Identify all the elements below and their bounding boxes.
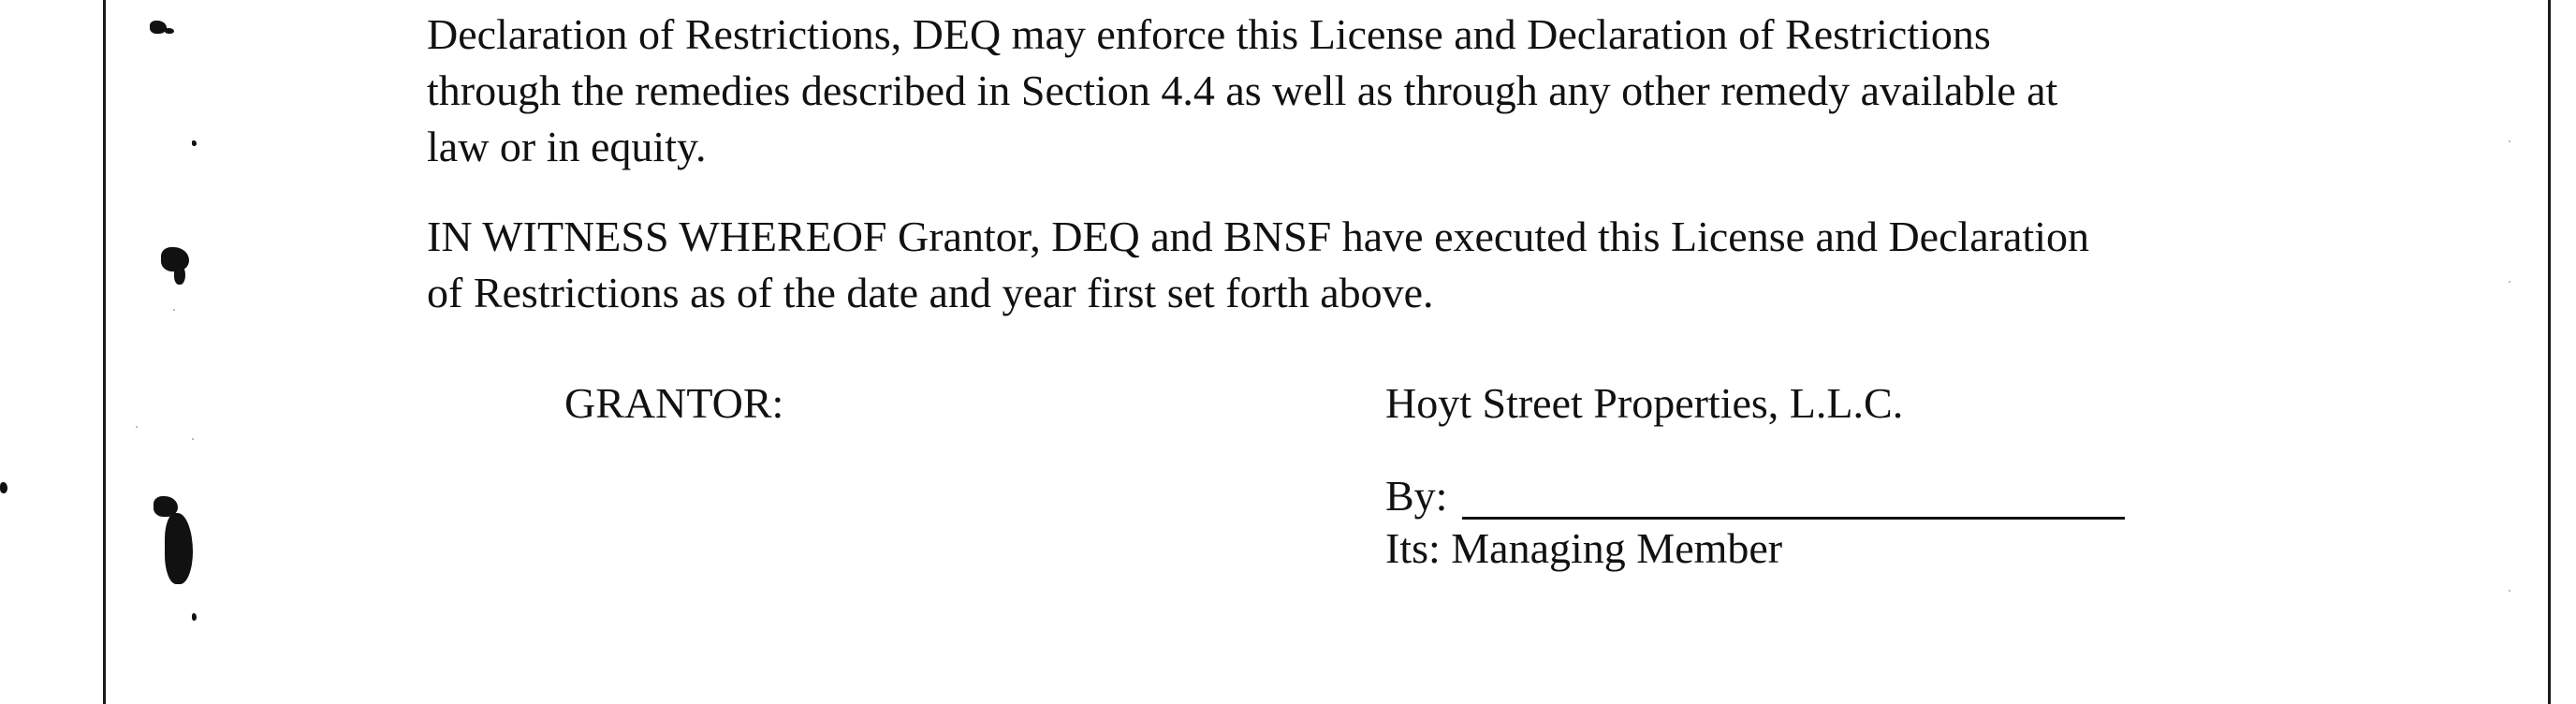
scan-dot: [136, 426, 138, 428]
scan-speck: [0, 482, 7, 493]
right-margin-line: [2548, 0, 2551, 704]
signatory-title: Its: Managing Member: [1385, 524, 1783, 572]
scan-speck: [165, 28, 174, 34]
body-paragraph-1: Declaration of Restrictions, DEQ may enforce this License and Declaration of Restrictions through the remedies described in Section 4.4 as well as through any other remedy available at law or in equity.: [427, 10, 2058, 170]
left-margin-line: [103, 0, 106, 704]
scan-speck: [165, 513, 193, 584]
signature-by-label: By:: [1385, 472, 1448, 520]
scan-dot: [2509, 590, 2510, 592]
scan-speck: [192, 613, 197, 621]
scan-dot: [2509, 140, 2510, 142]
scan-dot: [2509, 281, 2510, 283]
signature-line: [1462, 517, 2125, 520]
grantor-label: GRANTOR:: [564, 379, 784, 427]
scan-dot: [192, 438, 194, 440]
scan-speck: [174, 264, 185, 285]
scan-dot: [173, 309, 175, 311]
scan-speck: [192, 140, 197, 146]
body-paragraph-2: IN WITNESS WHEREOF Grantor, DEQ and BNSF have executed this License and Declaration of Restrictions as of the date and year first set forth above.: [427, 213, 2089, 316]
grantor-entity-name: Hoyt Street Properties, L.L.C.: [1385, 379, 1904, 427]
